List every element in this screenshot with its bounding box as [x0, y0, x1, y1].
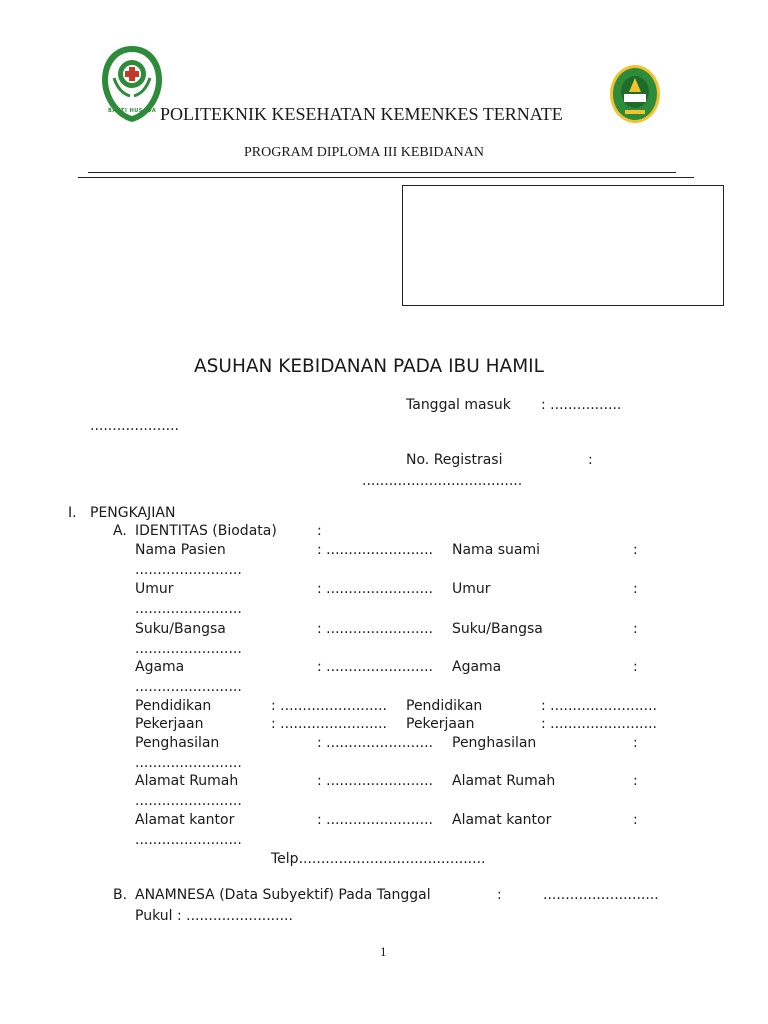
field-value[interactable]: : ........................: [317, 812, 433, 828]
field-colon-2: :: [633, 621, 638, 637]
institution-title: POLITEKNIK KESEHATAN KEMENKES TERNATE: [160, 104, 563, 124]
field-label: Pendidikan: [135, 698, 212, 714]
field-colon-2: :: [633, 542, 638, 558]
no-registrasi-value[interactable]: ....................................: [362, 473, 523, 489]
subsection-a-title: IDENTITAS (Biodata): [135, 523, 277, 539]
field-label-2: Pendidikan: [406, 698, 483, 714]
subsection-b-title: ANAMNESA (Data Subyektif) Pada Tanggal: [135, 887, 431, 903]
field-value-2[interactable]: : ........................: [541, 698, 657, 714]
poltekkes-ternate-logo-icon: [609, 64, 661, 124]
field-value[interactable]: : ........................: [317, 659, 433, 675]
field-colon-2: :: [633, 735, 638, 751]
field-wrap-value[interactable]: ........................: [135, 641, 242, 657]
field-value-2[interactable]: : ........................: [541, 716, 657, 732]
field-wrap-value[interactable]: ........................: [135, 679, 242, 695]
subsection-b-colon: :: [497, 887, 502, 903]
field-colon-2: :: [633, 812, 638, 828]
field-value[interactable]: : ........................: [317, 581, 433, 597]
telp-field[interactable]: Telp..........................................: [271, 851, 486, 867]
field-colon-2: :: [633, 581, 638, 597]
subsection-a-colon: :: [317, 523, 322, 539]
subsection-b-letter: B.: [113, 887, 128, 903]
tanggal-masuk-wrap[interactable]: ....................: [90, 418, 180, 434]
field-label: Suku/Bangsa: [135, 621, 226, 637]
field-value[interactable]: : ........................: [317, 735, 433, 751]
document-title: ASUHAN KEBIDANAN PADA IBU HAMIL: [194, 356, 544, 377]
no-registrasi-colon: :: [588, 452, 593, 468]
field-label-2: Nama suami: [452, 542, 540, 558]
tanggal-masuk-value[interactable]: : ................: [541, 397, 622, 413]
field-label: Agama: [135, 659, 185, 675]
field-colon-2: :: [633, 659, 638, 675]
no-registrasi-label: No. Registrasi: [406, 452, 503, 468]
field-wrap-value[interactable]: ........................: [135, 562, 242, 578]
field-wrap-value[interactable]: ........................: [135, 793, 242, 809]
field-label: Penghasilan: [135, 735, 220, 751]
subsection-a-letter: A.: [113, 523, 127, 539]
field-label: Nama Pasien: [135, 542, 226, 558]
header-rule-bottom: [78, 177, 694, 178]
subsection-b-date-value[interactable]: ..........................: [543, 887, 659, 903]
field-label: Alamat kantor: [135, 812, 235, 828]
section-title: PENGKAJIAN: [90, 505, 176, 521]
field-wrap-value[interactable]: ........................: [135, 755, 242, 771]
field-label: Alamat Rumah: [135, 773, 239, 789]
field-wrap-value[interactable]: ........................: [135, 601, 242, 617]
field-colon-2: :: [633, 773, 638, 789]
pukul-field[interactable]: Pukul : ........................: [135, 908, 293, 924]
field-label-2: Alamat kantor: [452, 812, 552, 828]
field-value[interactable]: : ........................: [271, 698, 387, 714]
field-label-2: Penghasilan: [452, 735, 537, 751]
field-label-2: Pekerjaan: [406, 716, 475, 732]
field-label-2: Suku/Bangsa: [452, 621, 543, 637]
field-label: Umur: [135, 581, 174, 597]
field-wrap-value[interactable]: ........................: [135, 832, 242, 848]
page-number: 1: [380, 944, 387, 959]
field-value[interactable]: : ........................: [271, 716, 387, 732]
program-title: PROGRAM DIPLOMA III KEBIDANAN: [244, 145, 484, 160]
photo-box: [402, 185, 724, 306]
field-value[interactable]: : ........................: [317, 773, 433, 789]
field-label-2: Alamat Rumah: [452, 773, 556, 789]
field-label: Pekerjaan: [135, 716, 204, 732]
header-rule-top: [88, 172, 676, 173]
field-value[interactable]: : ........................: [317, 542, 433, 558]
left-logo-text: BAKTI HUSADA: [108, 108, 157, 114]
field-label-2: Agama: [452, 659, 502, 675]
field-label-2: Umur: [452, 581, 491, 597]
field-value[interactable]: : ........................: [317, 621, 433, 637]
section-numeral: I.: [68, 505, 77, 521]
tanggal-masuk-label: Tanggal masuk: [406, 397, 511, 413]
